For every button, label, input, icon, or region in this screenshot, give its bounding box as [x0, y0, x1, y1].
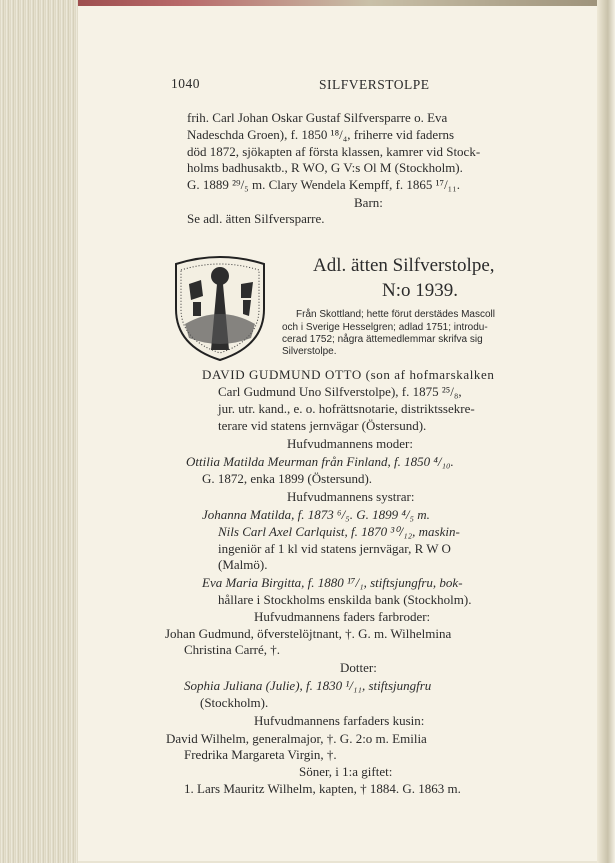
section-heading: Hufvudmannens faders farbroder: [254, 609, 431, 624]
text-line: Johan Gudmund, öfverstelöjtnant, †. G. m. Wilhelmina [165, 626, 452, 641]
section-heading: Dotter: [340, 660, 377, 675]
text-line: hållare i Stockholms enskilda bank (Stockholm). [218, 592, 472, 607]
section-heading: Hufvudmannens systrar: [287, 489, 415, 504]
text-line: Christina Carré, †. [184, 642, 281, 657]
text-line: Eva Maria Birgitta, f. 1880 ¹⁷/₁, stiftsjungfru, bok- [202, 575, 463, 590]
text-line: död 1872, sjökapten af första klassen, kamrer vid Stock- [187, 144, 481, 159]
text-line: frih. Carl Johan Oskar Gustaf Silfversparre o. Eva [187, 110, 448, 125]
page-stack-edges [0, 0, 78, 863]
family-title: Adl. ätten Silfverstolpe, [313, 255, 495, 276]
text-line: Johanna Matilda, f. 1873 ⁶/₅. G. 1899 ⁴/₅ m. [202, 507, 430, 522]
text-line: holms badhusaktb., R WO, G V:s Ol M (Stockholm). [187, 160, 463, 175]
page-number: 1040 [171, 76, 200, 91]
text-line: terare vid statens jernvägar (Östersund). [218, 418, 427, 433]
origin-note: Från Skottland; hette förut derstädes Mascoll [296, 309, 495, 320]
section-heading: Hufvudmannens moder: [287, 436, 414, 451]
section-heading: Barn: [354, 195, 383, 210]
text-line: Fredrika Margareta Virgin, †. [184, 747, 337, 762]
text-line: Nadeschda Groen), f. 1850 ¹⁸/₄, friherre vid faderns [187, 127, 455, 142]
text-line: Nils Carl Axel Carlquist, f. 1870 ³⁰/₁₂, maskin- [218, 524, 460, 539]
text-line: jur. utr. kand., e. o. hofrättsnotarie, distriktssekre- [218, 401, 475, 416]
coat-of-arms-icon [171, 254, 269, 364]
section-heading: Söner, i 1:a giftet: [299, 764, 393, 779]
running-title: SILFVERSTOLPE [319, 77, 430, 92]
text-line: DAVID GUDMUND OTTO (son af hofmarskalken [202, 367, 495, 382]
section-heading: Hufvudmannens farfaders kusin: [254, 713, 425, 728]
origin-note: Silverstolpe. [282, 346, 337, 357]
text-line: 1. Lars Mauritz Wilhelm, kapten, † 1884. G. 1863 m. [184, 781, 461, 796]
text-line: G. 1889 ²⁹/₅ m. Clary Wendela Kempff, f. 1865 ¹⁷/₁₁. [187, 177, 460, 192]
text-line: Sophia Juliana (Julie), f. 1830 ¹/₁₁, stiftsjungfru [184, 678, 432, 693]
origin-note: och i Sverige Hesselgren; adlad 1751; introdu- [282, 322, 488, 333]
origin-note: cerad 1752; några ättemedlemmar skrifva sig [282, 334, 483, 345]
text-line: (Malmö). [218, 557, 268, 572]
text-line: G. 1872, enka 1899 (Östersund). [202, 471, 373, 486]
text-line: Se adl. ätten Silfversparre. [187, 211, 325, 226]
book-right-edge [597, 0, 615, 863]
text-line: Ottilia Matilda Meurman från Finland, f. 1850 ⁴/₁₀. [186, 454, 454, 469]
text-line: ingeniör af 1 kl vid statens jernvägar, R W O [218, 541, 451, 556]
text-line: (Stockholm). [200, 695, 269, 710]
family-number: N:o 1939. [382, 280, 458, 301]
text-line: Carl Gudmund Uno Silfverstolpe), f. 1875 ²⁵/₈, [218, 384, 462, 399]
text-line: David Wilhelm, generalmajor, †. G. 2:o m. Emilia [166, 731, 427, 746]
